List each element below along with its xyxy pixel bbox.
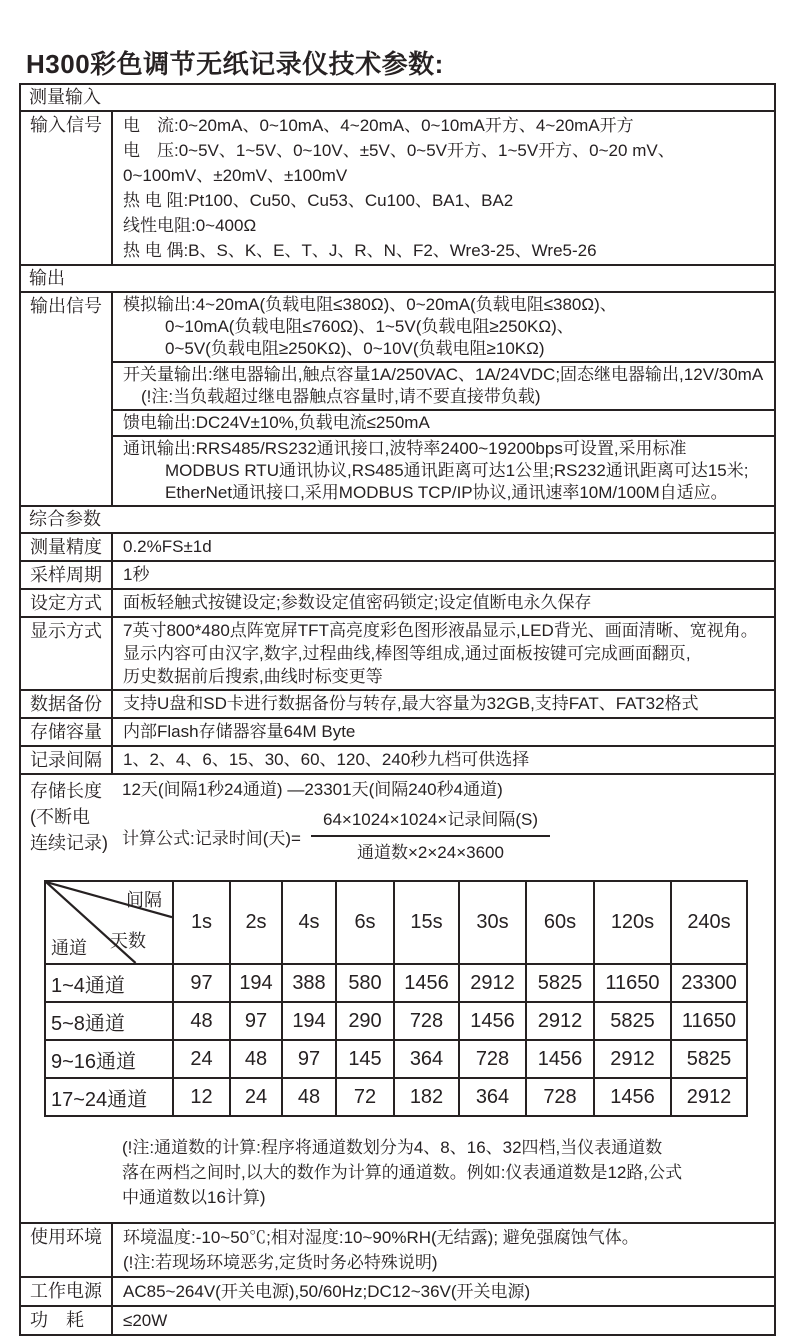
section-row-measure-input (21, 85, 774, 110)
page-title: H300彩色调节无纸记录仪技术参数: (26, 49, 444, 80)
corner-label-days: 天数 (110, 931, 146, 951)
backup-label: 数据备份 (21, 691, 113, 717)
formula-numerator: 64×1024×1024×记录间隔(S) (311, 809, 550, 837)
record-table-interval-header: 15s (394, 881, 459, 964)
formula-fraction (311, 809, 550, 864)
record-table-days-cell: 11650 (671, 1002, 747, 1040)
sampling-label: 采样周期 (21, 562, 113, 588)
spec-table (19, 83, 776, 1336)
record-table-days-cell: 72 (336, 1078, 394, 1116)
record-table-interval-header: 6s (336, 881, 394, 964)
consumption-value: ≤20W (123, 1311, 168, 1330)
row-accuracy (21, 532, 774, 560)
row-consumption (21, 1305, 774, 1334)
record-table-days-cell: 728 (394, 1002, 459, 1040)
sampling-value: 1秒 (123, 565, 150, 584)
output-signal-blocks (113, 293, 774, 505)
analog-output-block (113, 293, 774, 361)
section-header-measure-input: 测量输入 (29, 87, 101, 107)
record-length-table (44, 880, 748, 1117)
corner-label-channels: 通道 (51, 938, 87, 958)
row-output-signal (21, 291, 774, 505)
record-table-interval-header: 2s (230, 881, 282, 964)
comm-output-line: 通讯输出:RRS485/RS232通讯接口,波特率2400~19200bps可设置,采用标准 (123, 439, 687, 458)
display-value (113, 618, 774, 689)
setting-value: 面板轻触式按键设定;参数设定值密码锁定;设定值断电永久保存 (123, 593, 592, 612)
display-line: 显示内容可由汉字,数字,过程曲线,棒图等组成,通过面板按键可完成画面翻页, (123, 644, 691, 663)
record-table-channel-label: 5~8通道 (45, 1002, 173, 1040)
record-table-row (45, 964, 747, 1002)
corner-label-interval: 间隔 (126, 890, 162, 910)
record-table-days-cell: 48 (173, 1002, 230, 1040)
formula-denominator: 通道数×2×24×3600 (357, 843, 504, 862)
record-table-row (45, 1002, 747, 1040)
record-table-days-cell: 97 (282, 1040, 336, 1078)
row-interval (21, 745, 774, 773)
record-table-days-cell: 364 (394, 1040, 459, 1078)
display-line: 7英寸800*480点阵宽屏TFT高亮度彩色图形液晶显示,LED背光、画面清晰、宽视角。 (123, 621, 758, 640)
record-table-days-cell: 2912 (594, 1040, 671, 1078)
storage-label-line: (不断电 (30, 807, 90, 827)
switch-output-line: 开关量输出:继电器输出,触点容量1A/250VAC、1A/24VDC;固态继电器输出,12V/30mA (123, 365, 764, 384)
record-table-days-cell: 2912 (526, 1002, 594, 1040)
record-table-days-cell: 728 (526, 1078, 594, 1116)
storage-label (30, 778, 108, 856)
record-table-days-cell: 194 (230, 964, 282, 1002)
record-table-days-cell: 97 (230, 1002, 282, 1040)
storage-label-line: 存储长度 (30, 781, 102, 801)
analog-output-line: 0~5V(负载电阻≥250KΩ)、0~10V(负载电阻≥10KΩ) (165, 339, 545, 358)
storage-cell (21, 775, 774, 1222)
record-table-row (45, 1040, 747, 1078)
formula-prefix: 计算公式:记录时间(天)= (122, 829, 301, 848)
storage-label-line: 连续记录) (30, 833, 108, 853)
input-signal-label: 输入信号 (21, 112, 113, 264)
record-table-days-cell: 182 (394, 1078, 459, 1116)
comm-output-line: EtherNet通讯接口,采用MODBUS TCP/IP协议,通讯速率10M/100M自适应。 (165, 483, 728, 502)
record-table-channel-label: 9~16通道 (45, 1040, 173, 1078)
input-signal-line: 线性电阻:0~400Ω (123, 216, 257, 235)
input-signal-line: 电 压:0~5V、1~5V、0~10V、±5V、0~5V开方、1~5V开方、0~20 mV、 (123, 141, 675, 160)
feed-output-line: 馈电输出:DC24V±10%,负载电流≤250mA (123, 413, 430, 432)
analog-output-line: 0~10mA(负载电阻≤760Ω)、1~5V(负载电阻≥250KΩ)、 (165, 317, 574, 336)
capacity-value: 内部Flash存储器容量64M Byte (123, 722, 356, 741)
section-row-general (21, 505, 774, 532)
record-table-days-cell: 12 (173, 1078, 230, 1116)
record-table-days-cell: 1456 (459, 1002, 526, 1040)
display-line: 历史数据前后搜索,曲线时标变更等 (123, 667, 383, 686)
display-label: 显示方式 (21, 618, 113, 689)
storage-note-line: 落在两档之间时,以大的数作为计算的通道数。例如:仪表通道数是12路,公式 (122, 1163, 683, 1182)
consumption-label: 功 耗 (21, 1307, 113, 1334)
record-table-days-cell: 364 (459, 1078, 526, 1116)
interval-label: 记录间隔 (21, 747, 113, 773)
record-table-row (45, 1078, 747, 1116)
comm-output-line: MODBUS RTU通讯协议,RS485通讯距离可达1公里;RS232通讯距离可达15米; (165, 461, 749, 480)
storage-formula (122, 809, 774, 864)
row-power (21, 1276, 774, 1305)
power-value: AC85~264V(开关电源),50/60Hz;DC12~36V(开关电源) (123, 1282, 531, 1301)
record-table-channel-label: 1~4通道 (45, 964, 173, 1002)
section-row-output (21, 264, 774, 291)
record-table-interval-header: 60s (526, 881, 594, 964)
record-table-days-cell: 2912 (671, 1078, 747, 1116)
storage-note-line: 中通道数以16计算) (122, 1188, 266, 1207)
environment-line: 环境温度:-10~50℃;相对湿度:10~90%RH(无结露); 避免强腐蚀气体。 (123, 1228, 639, 1247)
record-table-interval-header: 30s (459, 881, 526, 964)
accuracy-label: 测量精度 (21, 534, 113, 560)
input-signal-value (113, 112, 774, 264)
record-table-days-cell: 24 (173, 1040, 230, 1078)
row-environment (21, 1222, 774, 1276)
record-table-corner-cell (45, 881, 173, 964)
record-table-days-cell: 2912 (459, 964, 526, 1002)
record-table-days-cell: 580 (336, 964, 394, 1002)
input-signal-line: 热 电 阻:Pt100、Cu50、Cu53、Cu100、BA1、BA2 (123, 191, 514, 210)
record-table-interval-header: 120s (594, 881, 671, 964)
input-signal-line: 热 电 偶:B、S、K、E、T、J、R、N、F2、Wre3-25、Wre5-26 (123, 241, 597, 260)
row-setting (21, 588, 774, 616)
section-header-general: 综合参数 (29, 509, 101, 529)
feed-output-block (113, 409, 774, 435)
environment-value (113, 1224, 774, 1276)
record-table-days-cell: 290 (336, 1002, 394, 1040)
input-signal-line: 0~100mV、±20mV、±100mV (123, 166, 348, 185)
record-table-days-cell: 388 (282, 964, 336, 1002)
capacity-label: 存储容量 (21, 719, 113, 745)
row-display (21, 616, 774, 689)
record-table-days-cell: 5825 (526, 964, 594, 1002)
input-signal-line: 电 流:0~20mA、0~10mA、4~20mA、0~10mA开方、4~20mA开方 (123, 116, 634, 135)
switch-output-note: (!注:当负载超过继电器触点容量时,请不要直接带负载) (141, 387, 541, 406)
storage-note (122, 1135, 774, 1210)
record-table-days-cell: 1456 (526, 1040, 594, 1078)
backup-value: 支持U盘和SD卡进行数据备份与转存,最大容量为32GB,支持FAT、FAT32格式 (123, 694, 699, 713)
record-table-days-cell: 23300 (671, 964, 747, 1002)
storage-range: 12天(间隔1秒24通道) —23301天(间隔240秒4通道) (122, 780, 503, 799)
record-table-interval-header: 240s (671, 881, 747, 964)
accuracy-value: 0.2%FS±1d (123, 537, 212, 556)
record-table-days-cell: 1456 (394, 964, 459, 1002)
comm-output-block (113, 435, 774, 505)
analog-output-line: 模拟输出:4~20mA(负载电阻≤380Ω)、0~20mA(负载电阻≤380Ω)、 (123, 295, 617, 314)
record-table-header-row (45, 881, 747, 964)
environment-line: (!注:若现场环境恶劣,定货时务必特殊说明) (123, 1253, 438, 1272)
row-backup (21, 689, 774, 717)
row-storage-length (21, 773, 774, 1222)
power-label: 工作电源 (21, 1278, 113, 1305)
switch-output-block (113, 361, 774, 409)
section-header-output: 输出 (29, 268, 65, 288)
record-table-days-cell: 97 (173, 964, 230, 1002)
record-table-days-cell: 5825 (594, 1002, 671, 1040)
environment-label: 使用环境 (21, 1224, 113, 1276)
record-table-body (45, 964, 747, 1116)
record-table-days-cell: 1456 (594, 1078, 671, 1116)
setting-label: 设定方式 (21, 590, 113, 616)
record-table-interval-header: 4s (282, 881, 336, 964)
record-table-days-cell: 24 (230, 1078, 282, 1116)
output-signal-label: 输出信号 (21, 293, 113, 505)
record-table-days-cell: 48 (282, 1078, 336, 1116)
record-table-days-cell: 48 (230, 1040, 282, 1078)
row-sampling (21, 560, 774, 588)
record-table-days-cell: 145 (336, 1040, 394, 1078)
record-table-days-cell: 5825 (671, 1040, 747, 1078)
row-input-signal (21, 110, 774, 264)
row-capacity (21, 717, 774, 745)
storage-note-line: (!注:通道数的计算:程序将通道数划分为4、8、16、32四档,当仪表通道数 (122, 1138, 663, 1157)
record-table-days-cell: 728 (459, 1040, 526, 1078)
record-table-interval-header: 1s (173, 881, 230, 964)
record-table-days-cell: 194 (282, 1002, 336, 1040)
interval-value: 1、2、4、6、15、30、60、120、240秒九档可供选择 (123, 750, 530, 769)
record-table-channel-label: 17~24通道 (45, 1078, 173, 1116)
record-table-days-cell: 11650 (594, 964, 671, 1002)
